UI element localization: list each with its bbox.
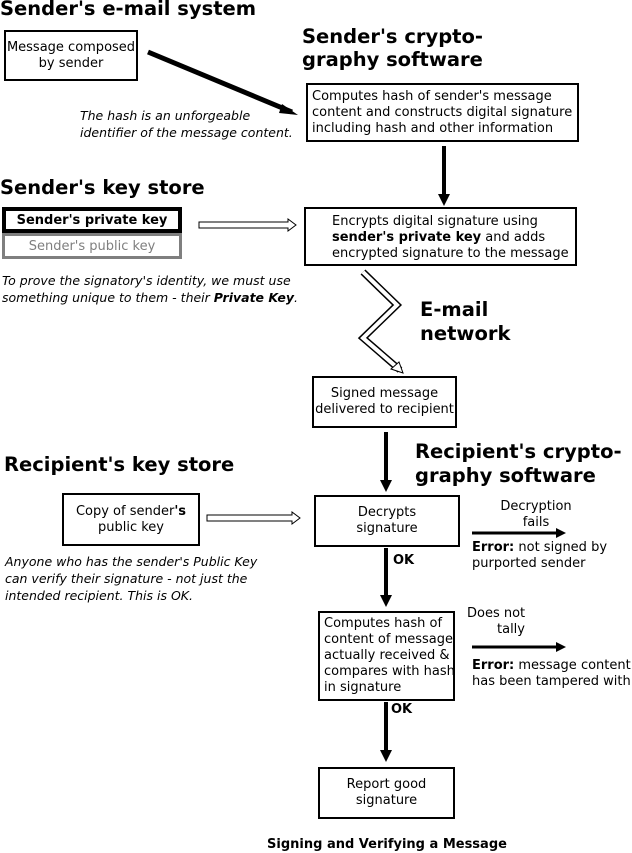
- note-anyone-line1: Anyone who has the sender's Public Key: [5, 554, 258, 569]
- note-identity-line1: To prove the signatory's identity, we must use: [2, 273, 291, 288]
- decryption-fails-line1: Decryption: [500, 499, 572, 514]
- sender-private-key-label: Sender's private key: [16, 212, 168, 228]
- decrypts-line2: signature: [356, 521, 418, 536]
- copy-public-key-pre: Copy of sender: [75, 503, 175, 519]
- note-anyone: [5, 553, 257, 604]
- error-tampered-text: message content: [514, 658, 631, 673]
- report-good-line2: signature: [355, 793, 418, 808]
- does-not-tally-line1: Does not: [467, 606, 526, 621]
- note-anyone-line3: intended recipient. This is OK.: [5, 588, 193, 603]
- note-anyone-line2: can verify their signature - not just the: [5, 571, 248, 586]
- note-identity-private-key: Private Key: [213, 290, 295, 305]
- arrow-hash-to-encrypt-head: [438, 194, 450, 206]
- compute-hash-box: [306, 83, 579, 142]
- heading-sender-crypto-2: graphy software: [302, 48, 483, 71]
- compute-hash-line3: including hash and other information: [312, 121, 554, 136]
- copy-public-key-line1: [76, 504, 186, 520]
- error-not-signed-line2: purported sender: [472, 556, 586, 571]
- note-identity-line2-post: .: [294, 290, 298, 305]
- encrypt-box: [304, 207, 577, 266]
- does-not-tally-label: [467, 606, 525, 638]
- decryption-fails-line2: fails: [522, 515, 550, 530]
- arrow-does-not-tally-head: [556, 642, 566, 652]
- signed-delivered-box: [312, 376, 457, 428]
- compute-compare-line4: compares with hash: [324, 664, 455, 679]
- ok-label-2: OK: [391, 702, 413, 717]
- arrow-delivered-to-decrypt-head: [380, 480, 392, 492]
- message-composed-line1: Message composed: [6, 39, 136, 55]
- ok-label-1: OK: [393, 553, 415, 568]
- compute-compare-line5: in signature: [324, 680, 402, 695]
- error-tampered: [472, 658, 631, 690]
- copy-public-key-line2: public key: [97, 519, 164, 535]
- message-composed-box: [4, 30, 138, 81]
- heading-recipient-crypto-1: Recipient's crypto-: [415, 440, 622, 463]
- error-not-signed-text: not signed by: [514, 540, 608, 555]
- encrypt-private-key: sender's private key: [332, 230, 482, 245]
- arrow-privkey-to-encrypt: [199, 219, 296, 231]
- arrow-decrypt-to-compare-head: [380, 595, 392, 607]
- error-tampered-label: Error:: [472, 658, 515, 673]
- note-hash-line2: identifier of the message content.: [80, 125, 293, 140]
- decrypts-line1: Decrypts: [357, 505, 417, 520]
- note-identity-line2: [2, 289, 298, 306]
- does-not-tally-line2: tally: [497, 622, 525, 637]
- heading-recipient-crypto-2: graphy software: [415, 464, 596, 487]
- sender-public-key-label: Sender's public key: [28, 238, 156, 254]
- message-composed-line2: by sender: [38, 55, 104, 71]
- heading-sender-email-system: Sender's e-mail system: [0, 0, 257, 20]
- note-identity-line2-pre: something unique to them - their: [2, 290, 214, 305]
- compute-compare-box: [318, 611, 455, 701]
- encrypt-line2: [332, 230, 567, 246]
- heading-email-network-1: E-mail: [420, 298, 489, 321]
- report-good-line1: Report good: [346, 777, 427, 792]
- heading-sender-crypto-1: Sender's crypto-: [302, 25, 483, 48]
- compute-compare-line1: Computes hash of: [324, 616, 443, 631]
- encrypt-line2-rest: and adds: [481, 230, 546, 245]
- error-not-signed-line1: [472, 540, 607, 556]
- compute-hash-line1: Computes hash of sender's message: [312, 89, 552, 104]
- heading-recipient-key-store: Recipient's key store: [4, 453, 235, 476]
- decrypts-box: [314, 495, 460, 547]
- copy-public-key-box: [62, 493, 200, 546]
- error-not-signed-label: Error:: [472, 540, 515, 555]
- sender-private-key: [2, 207, 182, 233]
- note-hash-line1: The hash is an unforgeable: [80, 108, 251, 123]
- error-not-signed: [472, 540, 607, 572]
- arrow-composed-to-hash: [148, 52, 292, 112]
- decryption-fails-label: [490, 499, 582, 531]
- arrow-pubkey-to-decrypt: [207, 512, 300, 524]
- compute-compare-line2: content of message: [324, 632, 453, 647]
- signed-delivered-line2: delivered to recipient: [315, 402, 454, 417]
- report-good-box: [318, 767, 455, 819]
- copy-public-key-bold: 's: [174, 503, 187, 519]
- compute-hash-line2: content and constructs digital signature: [312, 105, 573, 120]
- heading-sender-key-store: Sender's key store: [0, 176, 205, 199]
- note-hash: [80, 107, 293, 141]
- heading-email-network-2: network: [420, 322, 511, 345]
- error-tampered-line1: [472, 658, 631, 674]
- diagram-caption: Signing and Verifying a Message: [267, 837, 507, 852]
- note-identity: [2, 272, 298, 306]
- signed-delivered-line1: Signed message: [330, 386, 439, 401]
- arrow-compare-to-report-head: [380, 750, 392, 762]
- error-tampered-line2: has been tampered with: [472, 674, 631, 689]
- compute-compare-line3: actually received &: [324, 648, 450, 663]
- encrypt-line3: encrypted signature to the message: [332, 246, 569, 261]
- encrypt-line1: Encrypts digital signature using: [332, 214, 538, 229]
- sender-public-key: [2, 233, 182, 259]
